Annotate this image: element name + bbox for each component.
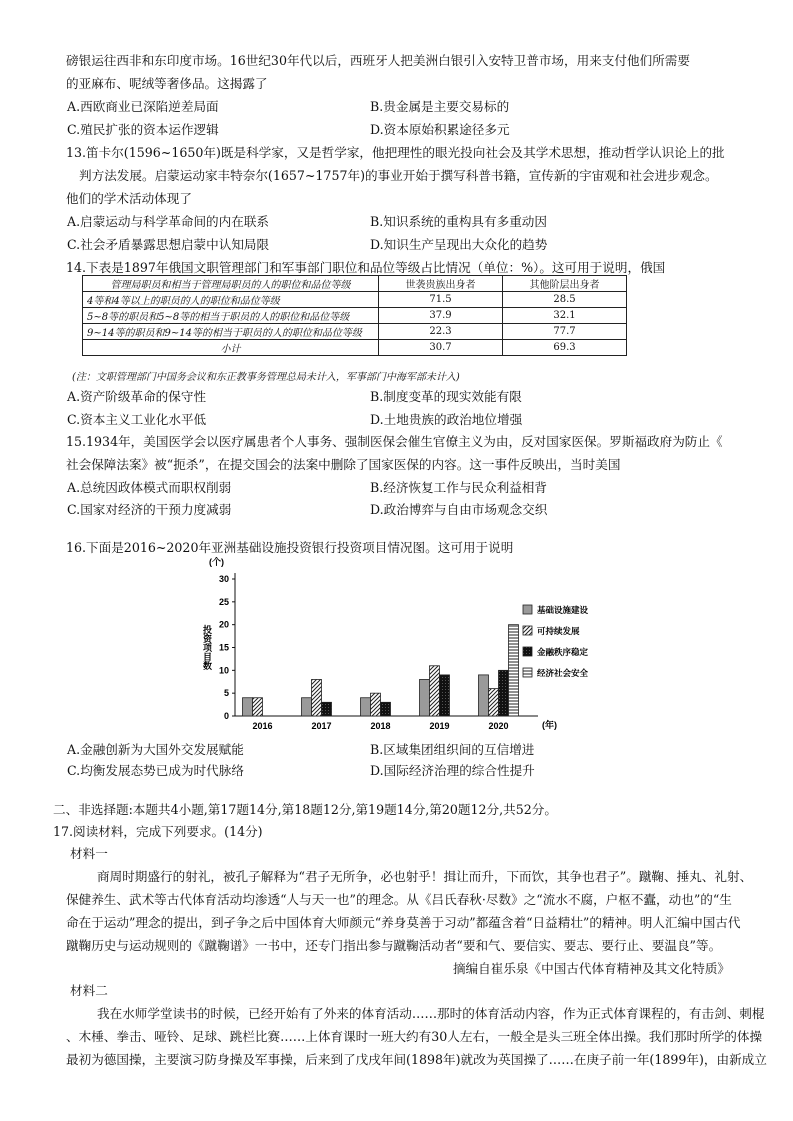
legend-swatch-4 [523, 668, 532, 677]
bar-2019-series-1 [420, 679, 430, 716]
q14-table-note: (注：文职管理部门中国务会议和东正教事务管理总局未计入，军事部门中海军部未计入) [72, 372, 460, 383]
q16-option-b: B.区域集团组织间的互信增进 [370, 742, 535, 757]
q15-option-c: C.国家对经济的干预力度减弱 [67, 502, 232, 517]
q14-option-c: C.资本主义工业化水平低 [67, 412, 207, 427]
q15-stem-line1: 15.1934年，美国医学会以医疗属患者个人事务、强制医保会催生官僚主义为由，反对国家医保。罗斯福政府为防止《 [66, 434, 723, 449]
q15-option-a: A.总统因政体模式而职权削弱 [67, 480, 232, 495]
table-cell: 30.7 [379, 340, 503, 356]
q15-option-b: B.经济恢复工作与民众利益相背 [370, 480, 547, 495]
q17-stem: 17.阅读材料，完成下列要求。(14分) [53, 824, 263, 839]
q13-option-d: D.知识生产呈现出大众化的趋势 [370, 237, 548, 252]
part2-heading: 二、非选择题:本题共4小题,第17题14分,第18题12分,第19题14分,第20题12分,共52分。 [53, 802, 557, 817]
material1-line: 命在于运动”理念的提出，到孑争之后中国体育大师颜元“养身莫善于习动”都蕴含着“日益精壮”的精神。明人汇编中国古代 [66, 915, 741, 930]
table-cell: 37.9 [379, 308, 503, 324]
legend-label-2: 可持续发展 [537, 627, 580, 637]
table-cell: 32.1 [503, 308, 627, 324]
legend-swatch-2 [523, 626, 532, 635]
legend-swatch-3 [523, 647, 532, 656]
material2-line: 、木棰、拳击、哑铃、足球、跳栏比赛……上体育课时一班大约有30人左右，一般全是头三班全体出操。我们那时所学的体操 [66, 1029, 763, 1044]
legend-label-4: 经济社会安全 [537, 669, 589, 679]
bar-2020-series-3 [499, 670, 509, 716]
q13-option-a: A.启蒙运动与科学革命间的内在联系 [67, 214, 270, 229]
bar-2018-series-1 [361, 698, 371, 716]
table-cell: 4等和4等以上的职员的人的职位和品位等级 [83, 292, 379, 308]
bar-2020-series-2 [489, 689, 499, 716]
material1-line: 商周时期盛行的射礼，被孔子解释为“君子无所争，必也射乎！揖让而升，下而饮，其争也君子”。蹴鞠、捶丸、礼射、 [97, 869, 753, 884]
y-tick-label: 0 [223, 711, 229, 721]
bar-2017-series-1 [302, 698, 312, 716]
y-tick-label: 10 [218, 665, 229, 676]
x-tick-label: 2016 [252, 721, 273, 731]
table-row [83, 340, 627, 356]
q14-option-d: D.土地贵族的政治地位增强 [370, 412, 523, 427]
y-tick-label: 20 [218, 619, 229, 630]
material1-title: 材料一 [70, 846, 108, 861]
q16-option-d: D.国际经济治理的综合性提升 [370, 763, 535, 778]
q14-option-a: A.资产阶级革命的保守性 [67, 389, 207, 404]
bar-2019-series-2 [430, 666, 440, 716]
table-cell: 28.5 [503, 292, 627, 308]
q14-table [82, 275, 627, 356]
q12-stem-line2: 的亚麻布、呢绒等奢侈品。这揭露了 [66, 76, 268, 91]
q15-stem-line2: 社会保障法案》被“扼杀”，在提交国会的法案中删除了国家医保的内容。这一事件反映出，当时美国 [66, 457, 621, 472]
table-row [83, 292, 627, 308]
bar-2017-series-2 [312, 679, 322, 716]
x-axis-label: (年) [542, 720, 557, 730]
material1-source: 摘编自崔乐泉《中国古代体育精神及其文化特质》 [452, 961, 730, 976]
bar-2017-series-3 [322, 702, 332, 716]
q13-option-b: B.知识系统的重构具有多重动因 [370, 214, 547, 229]
bar-2018-series-2 [371, 693, 381, 716]
q14-option-b: B.制度变革的现实效能有限 [370, 389, 522, 404]
y-tick-label: 15 [218, 642, 229, 653]
q12-stem-line1: 磅银运往西非和东印度市场。16世纪30年代以后，西班牙人把美洲白银引入安特卫普市场，用来支付他们所需要 [66, 53, 690, 68]
x-tick-label: 2018 [370, 721, 391, 731]
material2-line: 我在水师学堂读书的时候，已经开始有了外来的体育活动……那时的体育活动内容，作为正式体育课程的，有击剑、刺棍 [97, 1006, 765, 1021]
x-tick-label: 2017 [311, 721, 332, 731]
q14-stem: 14.下表是1897年俄国文职管理部门和军事部门职位和品位等级占比情况（单位：%）。这可用于说明，俄国 [66, 260, 666, 275]
q12-option-d: D.资本原始积累途径多元 [370, 122, 510, 137]
y-tick-label: 30 [218, 574, 229, 584]
q13-stem-line2: 判方法发展。启蒙运动家丰特奈尔(1657~1757年)的事业开始于撰写科普书籍，宣传新的宇宙观和社会进步观念。 [79, 168, 718, 183]
bar-2019-series-3 [440, 675, 450, 716]
y-axis-label: 投资项目数 [202, 625, 212, 670]
bar-2020-series-1 [479, 675, 489, 716]
investment-bar-chart [195, 553, 615, 733]
bar-2020-series-4 [509, 625, 519, 716]
q12-option-c: C.殖民扩张的资本运作逻辑 [67, 122, 219, 137]
q16-stem: 16.下面是2016~2020年亚洲基础设施投资银行投资项目情况图。这可用于说明 [66, 540, 514, 555]
bar-2016-series-2 [253, 698, 263, 716]
table-header-row [83, 276, 627, 292]
table-row [83, 324, 627, 340]
table-cell: 小计 [83, 340, 379, 356]
legend-label-1: 基础设施建设 [537, 606, 589, 616]
y-tick-label: 25 [218, 596, 229, 607]
q16-option-a: A.金融创新为大国外交发展赋能 [67, 742, 244, 757]
q13-option-c: C.社会矛盾暴露思想启蒙中认知局限 [67, 237, 270, 252]
material2-line: 最初为德国操，主要演习防身操及军事操，后来到了戊戌年间(1898年)就改为英国操了……在庚子前一年(1899年)，由新成立 [66, 1052, 767, 1067]
table-cell: 5~8等的职员和5~8等的相当于职员的人的职位和品位等级 [83, 308, 379, 324]
bar-2016-series-1 [243, 698, 253, 716]
q13-stem-line3: 他们的学术活动体现了 [66, 191, 192, 206]
table-row [83, 308, 627, 324]
legend-swatch-1 [523, 605, 532, 614]
material1-line: 保健养生、武术等古代体育活动均渗透“人与天一也”的理念。从《吕氏春秋·尽数》之“流水不腐，户枢不蠹，动也”的“生 [66, 892, 732, 907]
y-unit-label: (个) [209, 557, 224, 567]
table-header-cell: 其他阶层出身者 [503, 276, 627, 292]
q15-option-d: D.政治博弈与自由市场观念交织 [370, 502, 548, 517]
x-tick-label: 2020 [488, 721, 509, 731]
bar-2018-series-3 [381, 702, 391, 716]
material2-title: 材料二 [70, 983, 108, 998]
table-cell: 71.5 [379, 292, 503, 308]
q16-option-c: C.均衡发展态势已成为时代脉络 [67, 763, 244, 778]
q12-option-a: A.西欧商业已深陷逆差局面 [67, 99, 219, 114]
x-tick-label: 2019 [429, 721, 450, 731]
table-cell: 9~14等的职员和9~14等的相当于职员的人的职位和品位等级 [83, 324, 379, 340]
y-tick-label: 5 [223, 688, 229, 699]
table-cell: 77.7 [503, 324, 627, 340]
table-cell: 69.3 [503, 340, 627, 356]
q13-stem-line1: 13.笛卡尔(1596~1650年)既是科学家，又是哲学家，他把理性的眼光投向社会及其学术思想，推动哲学认识论上的批 [66, 145, 725, 160]
table-header-cell: 世袭贵族出身者 [379, 276, 503, 292]
material1-line: 蹴鞠历史与运动规则的《蹴鞠谱》一书中，还专门指出参与蹴鞠活动者“要和气、要信实、要志、要行止、要温良”等。 [66, 938, 722, 953]
table-header-cell: 管理局职员和相当于管理局职员的人的职位和品位等级 [83, 276, 379, 292]
table-cell: 22.3 [379, 324, 503, 340]
legend-label-3: 金融秩序稳定 [537, 648, 589, 658]
q12-option-b: B.贵金属是主要交易标的 [370, 99, 510, 114]
